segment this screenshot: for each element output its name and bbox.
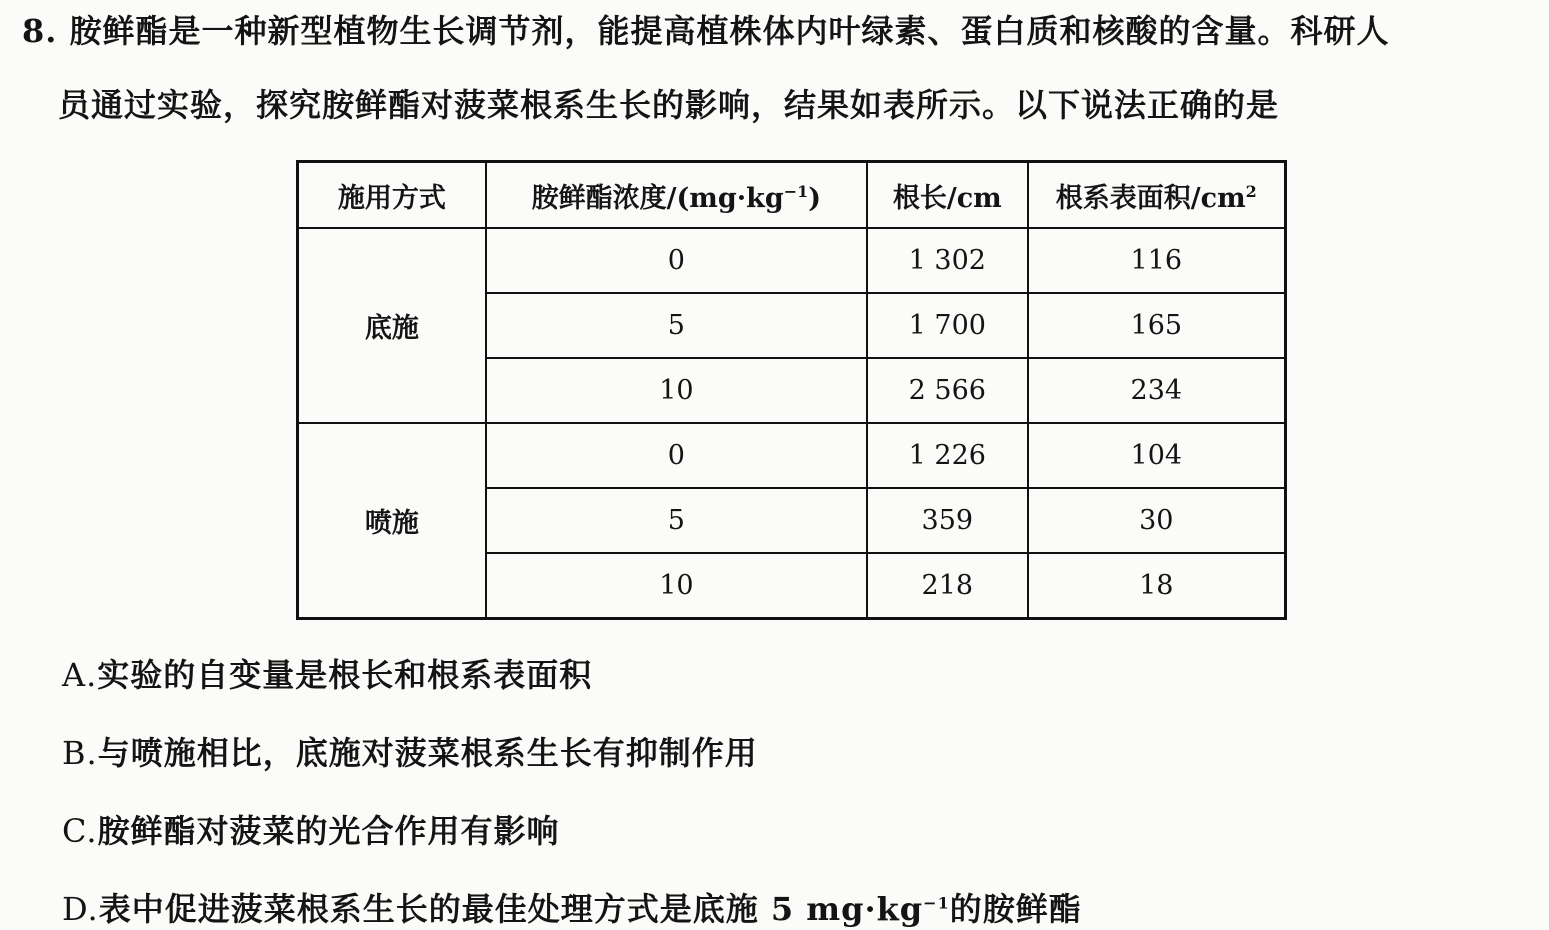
cell-concentration: 5 bbox=[486, 488, 867, 553]
group-method-spray: 喷施 bbox=[298, 423, 486, 619]
option-d bbox=[62, 884, 1082, 930]
option-c-letter: C. bbox=[62, 812, 98, 850]
option-b-text: 与喷施相比，底施对菠菜根系生长有抑制作用 bbox=[97, 734, 758, 772]
header-surface-area bbox=[1028, 162, 1286, 229]
cell-root-length: 2 566 bbox=[867, 358, 1028, 423]
option-d-sup: −1 bbox=[923, 893, 950, 913]
option-d-letter: D. bbox=[62, 890, 99, 928]
cell-root-length: 1 226 bbox=[867, 423, 1028, 488]
cell-surface-area: 116 bbox=[1028, 228, 1286, 293]
option-d-text-end: 的胺鲜酯 bbox=[949, 890, 1082, 928]
cell-concentration: 0 bbox=[486, 423, 867, 488]
option-b bbox=[62, 728, 758, 774]
option-a bbox=[62, 650, 592, 696]
header-concentration bbox=[486, 162, 867, 229]
cell-surface-area: 104 bbox=[1028, 423, 1286, 488]
option-b-letter: B. bbox=[62, 734, 98, 772]
option-a-letter: A. bbox=[62, 656, 98, 694]
header-root-length: 根长/cm bbox=[867, 162, 1028, 229]
cell-surface-area: 165 bbox=[1028, 293, 1286, 358]
results-table bbox=[296, 160, 1287, 620]
header-method: 施用方式 bbox=[298, 162, 486, 229]
header-surface-area-text: 根系表面积/cm bbox=[1055, 182, 1246, 214]
question-stem-line-1: 8. 胺鲜酯是一种新型植物生长调节剂，能提高植株体内叶绿素、蛋白质和核酸的含量。科研人 bbox=[22, 12, 1390, 50]
table-header-row bbox=[298, 162, 1286, 229]
cell-concentration: 10 bbox=[486, 358, 867, 423]
header-concentration-sup: −1 bbox=[783, 181, 809, 201]
cell-concentration: 10 bbox=[486, 553, 867, 619]
cell-concentration: 5 bbox=[486, 293, 867, 358]
option-d-text: 表中促进菠菜根系生长的最佳处理方式是底施 5 mg·kg bbox=[98, 890, 924, 928]
group-method-base: 底施 bbox=[298, 228, 486, 423]
header-concentration-text: 胺鲜酯浓度/(mg·kg bbox=[531, 182, 784, 214]
option-c-text: 胺鲜酯对菠菜的光合作用有影响 bbox=[97, 812, 560, 850]
cell-surface-area: 18 bbox=[1028, 553, 1286, 619]
header-concentration-close: ) bbox=[808, 182, 822, 214]
header-surface-area-sup: 2 bbox=[1245, 181, 1257, 201]
cell-concentration: 0 bbox=[486, 228, 867, 293]
table-row bbox=[298, 228, 1286, 293]
cell-root-length: 359 bbox=[867, 488, 1028, 553]
option-a-text: 实验的自变量是根长和根系表面积 bbox=[97, 656, 593, 694]
option-c bbox=[62, 806, 560, 852]
cell-root-length: 218 bbox=[867, 553, 1028, 619]
question-stem-line-2: 员通过实验，探究胺鲜酯对菠菜根系生长的影响，结果如表所示。以下说法正确的是 bbox=[58, 86, 1280, 124]
cell-surface-area: 30 bbox=[1028, 488, 1286, 553]
cell-root-length: 1 700 bbox=[867, 293, 1028, 358]
table-row bbox=[298, 423, 1286, 488]
cell-root-length: 1 302 bbox=[867, 228, 1028, 293]
cell-surface-area: 234 bbox=[1028, 358, 1286, 423]
